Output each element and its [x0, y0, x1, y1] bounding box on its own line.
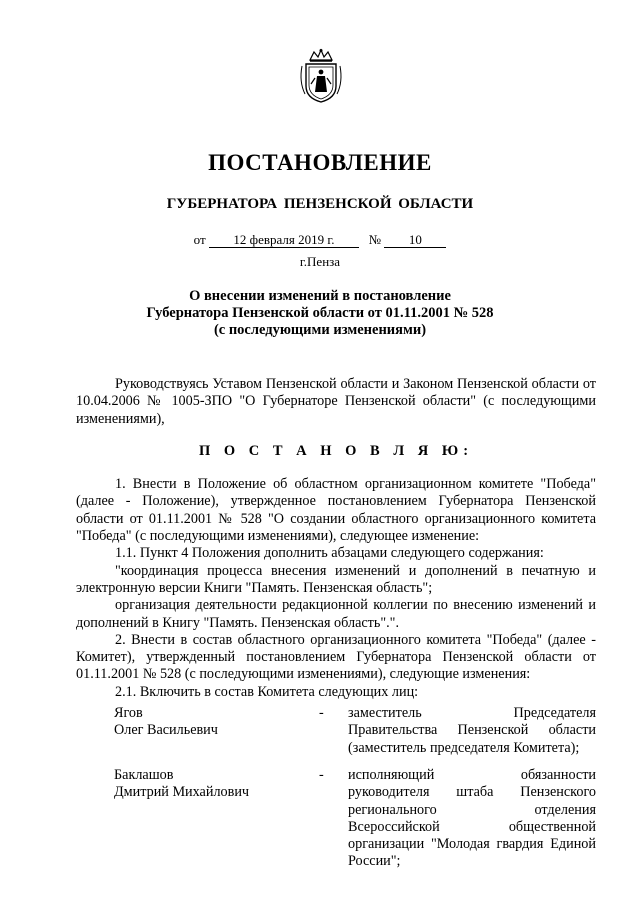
member-given-names: Олег Васильевич	[114, 722, 218, 739]
date-prefix: от	[193, 232, 206, 247]
heading-line: (с последующими изменениями)	[213, 322, 427, 338]
date-value: 12 февраля 2019 г.	[209, 233, 359, 248]
paragraph: "координация процесса внесения изменений и дополнений в печатную и электронную версии Книги "Память. Пензенская область";	[76, 562, 596, 596]
decree-word: П О С Т А Н О В Л Я Ю:	[198, 442, 474, 459]
document-body	[76, 376, 596, 871]
number-value: 10	[384, 233, 446, 248]
document-title: ПОСТАНОВЛЕНИЕ	[208, 150, 432, 175]
coat-of-arms-icon	[296, 48, 346, 104]
member-surname: Ягов	[114, 705, 143, 722]
member-role: заместитель Председателя Правительства Пензенской области (заместитель председателя Комитета);	[348, 705, 596, 756]
paragraph: 1.1. Пункт 4 Положения дополнить абзацами следующего содержания:	[115, 545, 544, 562]
document-subtitle: ГУБЕРНАТОРА ПЕНЗЕНСКОЙ ОБЛАСТИ	[166, 196, 474, 212]
paragraph: 1. Внести в Положение об областном организационном комитете "Победа" (далее - Положение), утвержденное постановлением Губернатора Пензенской области от 01.11.2001 № 528 "О создании областного организационного комитета "Победа" (с последующими изменениями), следующее изменение:	[76, 476, 596, 545]
city: г.Пенза	[299, 254, 341, 269]
member-dash: -	[319, 766, 324, 783]
heading-line: Губернатора Пензенской области от 01.11.2001 № 528	[146, 305, 494, 321]
member-name	[76, 705, 319, 757]
paragraph: организация деятельности редакционной коллегии по внесению изменений и дополнений в Книгу "Память. Пензенская область".".	[76, 597, 596, 631]
paragraph: 2.1. Включить в состав Комитета следующих лиц:	[115, 683, 419, 700]
heading-line: О внесении изменений в постановление	[189, 288, 451, 304]
paragraph: 2. Внести в состав областного организационного комитета "Победа" (далее - Комитет), утвержденный постановлением Губернатора Пензенской области от 01.11.2001 № 528 (с последующими изменениями), следующие изменения:	[76, 631, 596, 683]
number-prefix: №	[368, 232, 382, 247]
committee-member	[76, 767, 596, 871]
committee-member	[76, 705, 596, 757]
member-name	[76, 767, 319, 871]
member-role: исполняющий обязанности руководителя штаба Пензенского регионального отделения Всероссийской общественной организации "Молодая гвардия Единой России";	[348, 766, 596, 870]
member-given-names: Дмитрий Михайлович	[114, 784, 250, 801]
member-dash: -	[319, 705, 324, 722]
date-number-line	[0, 232, 640, 248]
preamble-paragraph: Руководствуясь Уставом Пензенской области и Законом Пензенской области от 10.04.2006 № 1005-ЗПО "О Губернаторе Пензенской области" (с последующими изменениями),	[76, 376, 596, 427]
member-surname: Баклашов	[114, 766, 174, 783]
document-heading	[0, 288, 640, 339]
